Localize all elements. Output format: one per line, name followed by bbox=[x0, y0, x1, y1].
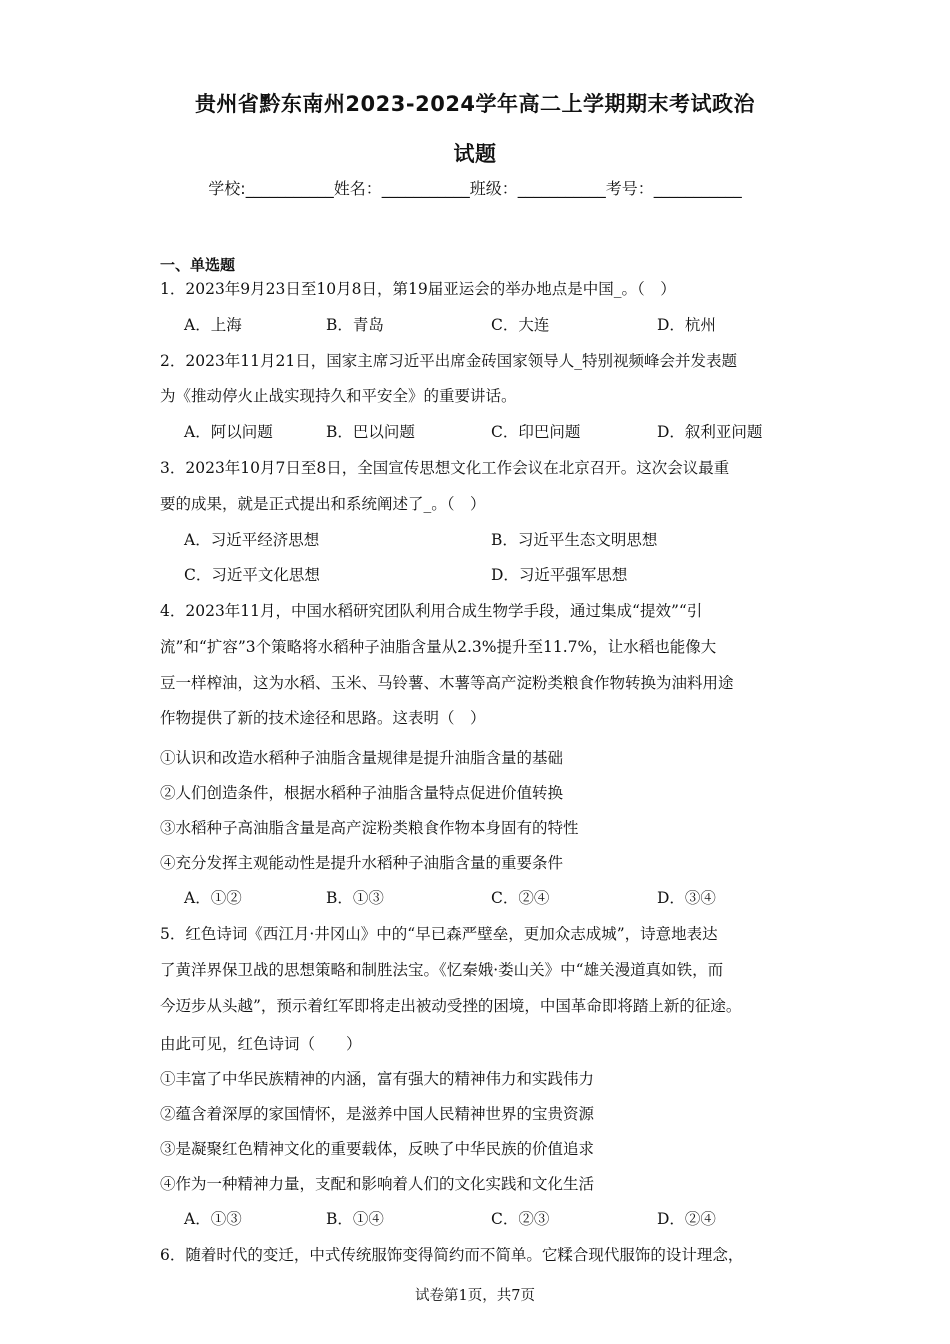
exam-title-line1: 贵州省黔东南州2023-2024学年高二上学期期末考试政治 bbox=[194, 92, 756, 116]
exam-title-line2: 试题 bbox=[453, 142, 497, 166]
question-5-stem-line2: 了黄洋界保卫战的思想策略和制胜法宝。《忆秦娥·娄山关》中“雄关漫道真如铁，而 bbox=[160, 961, 724, 979]
q1-option-d: D．杭州 bbox=[657, 316, 716, 334]
q2-option-b: B．巴以问题 bbox=[326, 423, 415, 441]
q3-option-b: B．习近平生态文明思想 bbox=[491, 531, 658, 549]
student-info-line: 学校:___________姓名：___________班级：___________考号：___________ bbox=[208, 179, 742, 198]
question-1-stem: 1．2023年9月23日至10月8日，第19届亚运会的举办地点是中国_。（ ） bbox=[160, 280, 676, 298]
q3-option-a: A．习近平经济思想 bbox=[184, 531, 320, 549]
q2-option-c: C．印巴问题 bbox=[491, 423, 581, 441]
q2-option-d: D．叙利亚问题 bbox=[657, 423, 763, 441]
q5-statement-1: ①丰富了中华民族精神的内涵，富有强大的精神伟力和实践伟力 bbox=[160, 1070, 595, 1088]
q4-option-b: B．①③ bbox=[326, 889, 384, 907]
q5-option-d: D．②④ bbox=[657, 1210, 716, 1228]
question-2-stem-line1: 2．2023年11月21日，国家主席习近平出席金砖国家领导人_特别视频峰会并发表题 bbox=[160, 352, 738, 370]
question-4-stem-line4: 作物提供了新的技术途径和思路。这表明（ ） bbox=[160, 709, 486, 727]
q4-statement-3: ③水稻种子高油脂含量是高产淀粉类粮食作物本身固有的特性 bbox=[160, 819, 579, 837]
question-5-stem-line1: 5．红色诗词《西江月·井冈山》中的“早已森严壁垒，更加众志成城”，诗意地表达 bbox=[160, 925, 718, 943]
question-5-stem-line3: 今迈步从头越”，预示着红军即将走出被动受挫的困境，中国革命即将踏上新的征途。 bbox=[160, 997, 742, 1015]
q2-option-a: A．阿以问题 bbox=[184, 423, 273, 441]
q5-option-c: C．②③ bbox=[491, 1210, 550, 1228]
q1-option-a: A．上海 bbox=[184, 316, 242, 334]
q4-option-a: A．①② bbox=[184, 889, 242, 907]
question-3-stem-line2: 要的成果，就是正式提出和系统阐述了_。（ ） bbox=[160, 495, 486, 513]
q4-statement-2: ②人们创造条件，根据水稻种子油脂含量特点促进价值转换 bbox=[160, 784, 564, 802]
question-4-stem-line3: 豆一样榨油，这为水稻、玉米、马铃薯、木薯等高产淀粉类粮食作物转换为油料用途 bbox=[160, 674, 734, 692]
q5-option-a: A．①③ bbox=[184, 1210, 242, 1228]
section-heading: 一、单选题 bbox=[160, 256, 236, 274]
question-3-stem-line1: 3．2023年10月7日至8日，全国宣传思想文化工作会议在北京召开。这次会议最重 bbox=[160, 459, 730, 477]
q1-option-b: B．青岛 bbox=[326, 316, 384, 334]
question-4-stem-line1: 4．2023年11月，中国水稻研究团队利用合成生物学手段，通过集成“提效”“引 bbox=[160, 602, 703, 620]
q4-option-d: D．③④ bbox=[657, 889, 716, 907]
q4-option-c: C．②④ bbox=[491, 889, 550, 907]
q4-statement-4: ④充分发挥主观能动性是提升水稻种子油脂含量的重要条件 bbox=[160, 854, 564, 872]
page-footer: 试卷第1页，共7页 bbox=[415, 1288, 535, 1304]
q5-statement-2: ②蕴含着深厚的家国情怀，是滋养中国人民精神世界的宝贵资源 bbox=[160, 1105, 595, 1123]
q5-statement-3: ③是凝聚红色精神文化的重要载体，反映了中华民族的价值追求 bbox=[160, 1140, 595, 1158]
q3-option-c: C．习近平文化思想 bbox=[184, 566, 320, 584]
q5-option-b: B．①④ bbox=[326, 1210, 384, 1228]
q4-statement-1: ①认识和改造水稻种子油脂含量规律是提升油脂含量的基础 bbox=[160, 749, 564, 767]
question-2-stem-line2: 为《推动停火止战实现持久和平安全》的重要讲话。 bbox=[160, 387, 517, 405]
q3-option-d: D．习近平强军思想 bbox=[491, 566, 628, 584]
q1-option-c: C．大连 bbox=[491, 316, 550, 334]
question-5-stem-line4: 由此可见，红色诗词（ ） bbox=[160, 1035, 362, 1053]
question-4-stem-line2: 流”和“扩容”3个策略将水稻种子油脂含量从2.3%提升至11.7%，让水稻也能像大 bbox=[160, 638, 717, 656]
q5-statement-4: ④作为一种精神力量，支配和影响着人们的文化实践和文化生活 bbox=[160, 1175, 595, 1193]
question-6-stem-line1: 6．随着时代的变迁，中式传统服饰变得简约而不简单。它糅合现代服饰的设计理念， bbox=[160, 1246, 744, 1264]
